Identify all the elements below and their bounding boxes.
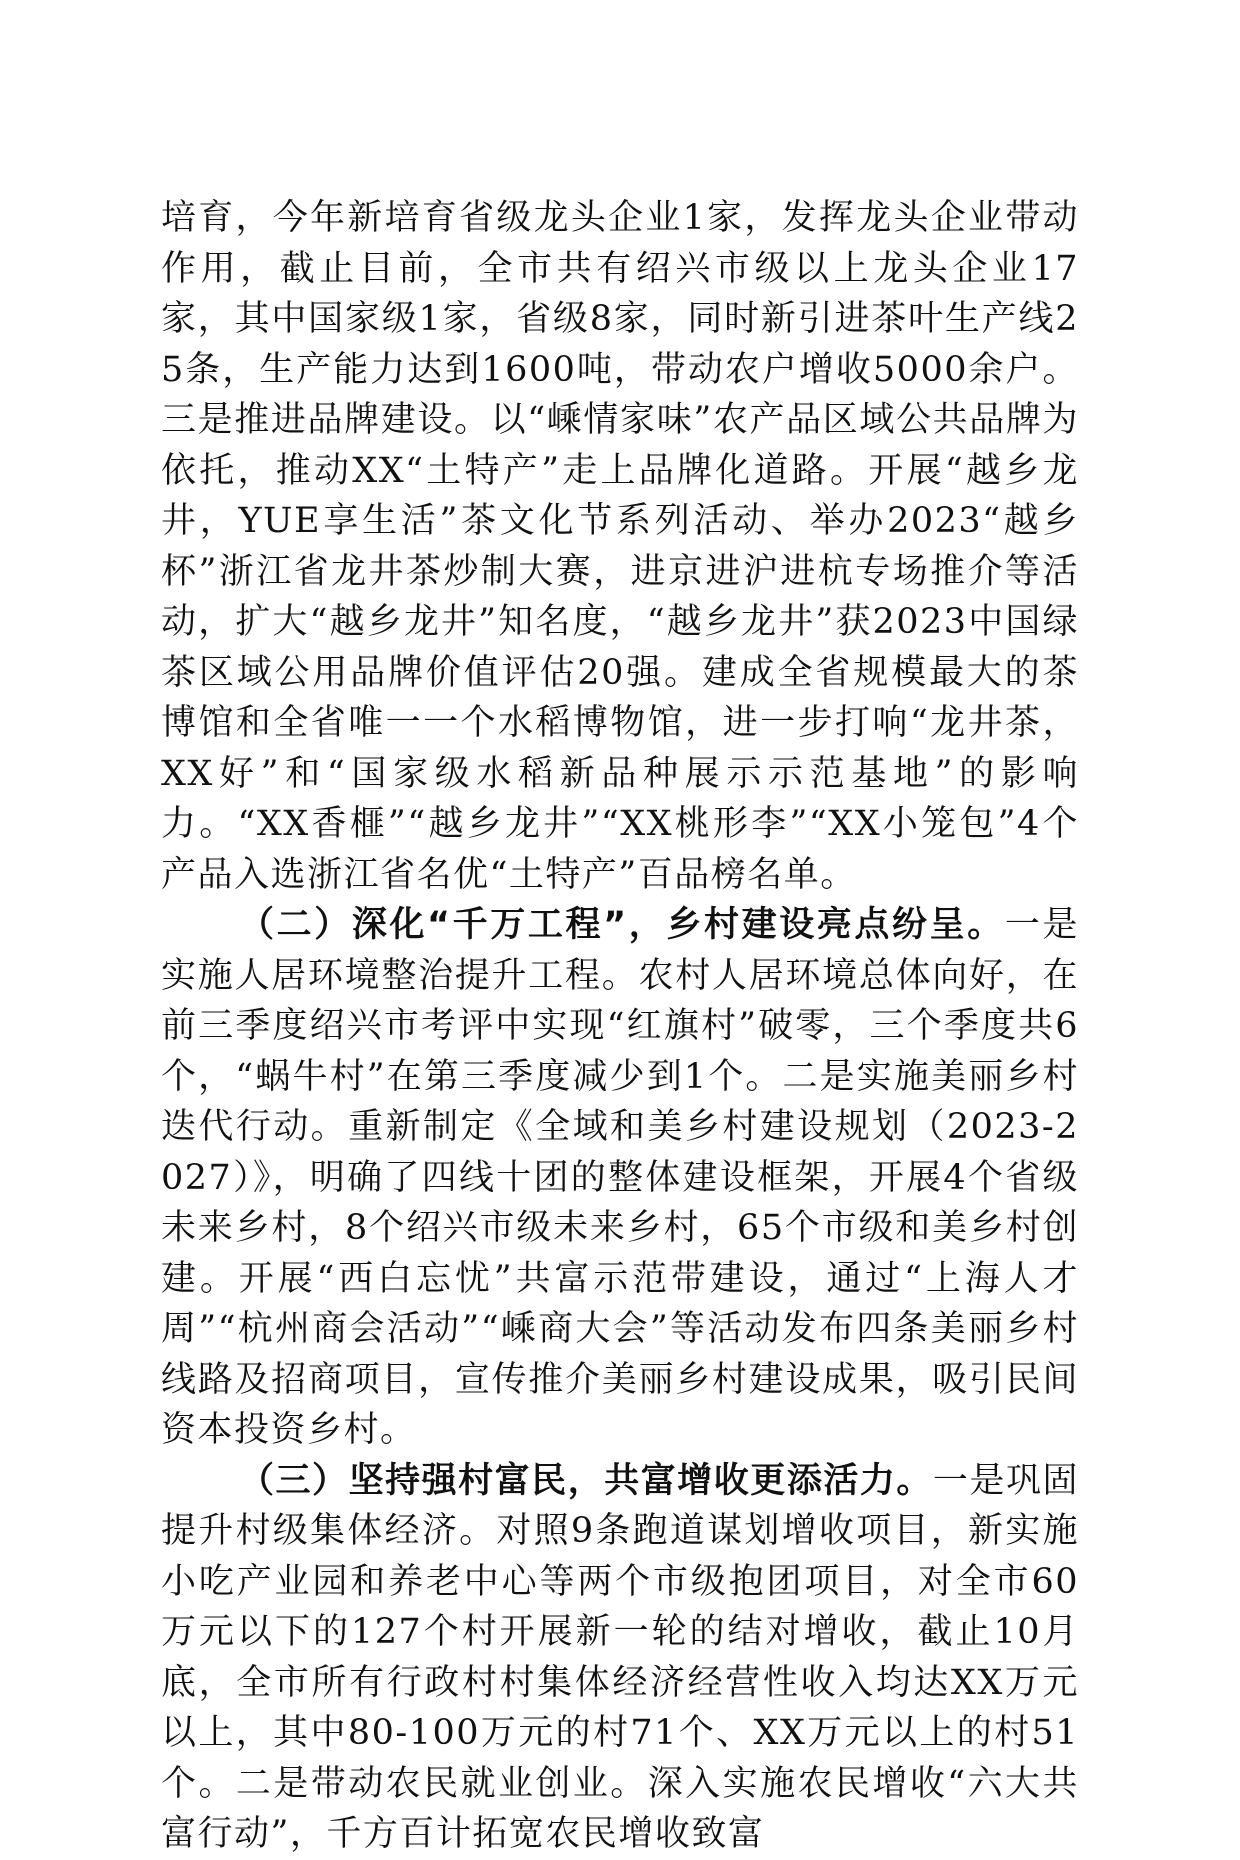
paragraph-text: 一是巩固提升村级集体经济。对照9条跑道谋划增收项目，新实施小吃产业园和养老中心等两个市级抱团项目，对全市60万元以下的127个村开展新一轮的结对增收，截止10月底，全市所有行政村村集体经济经营性收入均达XX万元以上，其中80-100万元的村71个、XX万元以上的村51个。二是带动农民就业创业。深入实施农民增收“六大共富行动”，千方百计拓宽农民增收致富 (161, 1460, 1079, 1854)
section-heading: （二）深化“千万工程”，乡村建设亮点纷呈。 (239, 905, 1005, 945)
section-heading: （三）坚持强村富民，共富增收更添活力。 (239, 1460, 933, 1501)
document-body (161, 193, 1079, 1860)
paragraph-brand-building (161, 193, 1079, 900)
paragraph-common-prosperity (161, 1456, 1079, 1860)
paragraph-text: 培育，今年新培育省级龙头企业1家，发挥龙头企业带动作用，截止目前，全市共有绍兴市级以上龙头企业17家，其中国家级1家，省级8家，同时新引进茶叶生产线25条，生产能力达到1600吨，带动农户增收5000余户。三是推进品牌建设。以“嵊情家味”农产品区域公共品牌为依托，推动XX“土特产”走上品牌化道路。开展“越乡龙井，YUE享生活”茶文化节系列活动、举办2023“越乡杯”浙江省龙井茶炒制大赛，进京进沪进杭专场推介等活动，扩大“越乡龙井”知名度，“越乡龙井”获2023中国绿茶区域公用品牌价值评估20强。建成全省规模最大的茶博馆和全省唯一一个水稻博物馆，进一步打响“龙井茶，XX好”和“国家级水稻新品种展示示范基地”的影响力。“XX香榧”“越乡龙井”“XX桃形李”“XX小笼包”4个产品入选浙江省名优“土特产”百品榜名单。 (161, 198, 1079, 895)
paragraph-text: 一是实施人居环境整治提升工程。农村人居环境总体向好，在前三季度绍兴市考评中实现“红旗村”破零，三个季度共6个，“蜗牛村”在第三季度减少到1个。二是实施美丽乡村迭代行动。重新制定《全域和美乡村建设规划（2023-2027）》，明确了四线十团的整体建设框架，开展4个省级未来乡村，8个绍兴市级未来乡村，65个市级和美乡村创建。开展“西白忘忧”共富示范带建设，通过“上海人才周”“杭州商会活动”“嵊商大会”等活动发布四条美丽乡村线路及招商项目，宣传推介美丽乡村建设成果，吸引民间资本投资乡村。 (161, 905, 1079, 1450)
paragraph-rural-construction (161, 900, 1079, 1456)
